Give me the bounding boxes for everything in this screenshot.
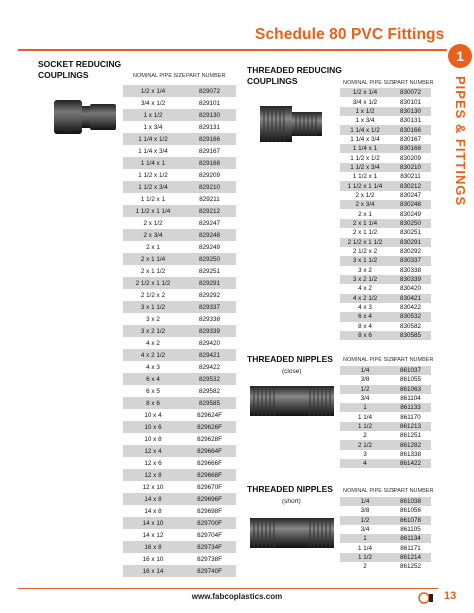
- table-row: [340, 238, 431, 247]
- nominal-size-cell: 1 1/2: [340, 422, 390, 431]
- part-number-cell: 830532: [390, 312, 431, 321]
- part-number-cell: 829338: [183, 313, 236, 325]
- part-number-cell: 830251: [390, 228, 431, 237]
- table-row: [123, 289, 236, 301]
- nominal-size-cell: 2 x 1 1/4: [123, 253, 183, 265]
- nominal-size-cell: 1 x 1/2: [123, 109, 183, 121]
- nominal-size-cell: 16 x 14: [123, 565, 183, 577]
- nominal-size-cell: 3: [340, 450, 390, 459]
- short-nipple-image: [246, 510, 338, 556]
- nominal-size-cell: 1 x 3/4: [123, 121, 183, 133]
- part-number-cell: 829251: [183, 265, 236, 277]
- threaded-reducing-title-line1: THREADED REDUCING: [247, 65, 342, 75]
- part-number-cell: 830210: [390, 163, 431, 172]
- part-number-cell: 829666F: [183, 457, 236, 469]
- nominal-size-cell: 2: [340, 562, 390, 571]
- nominal-size-cell: 12 x 4: [123, 445, 183, 457]
- nominal-size-cell: 2 x 3/4: [340, 200, 390, 209]
- nominal-size-cell: 14 x 8: [123, 493, 183, 505]
- part-number-cell: 830421: [390, 294, 431, 303]
- nipples-short-table: [340, 497, 431, 571]
- nominal-size-cell: 1 1/4: [340, 412, 390, 421]
- table-row: [340, 163, 431, 172]
- nominal-size-cell: 6 x 4: [340, 312, 390, 321]
- part-number-cell: 829532: [183, 373, 236, 385]
- part-number-cell: 829130: [183, 109, 236, 121]
- threaded-reducing-col-nominal: NOMINAL PIPE SIZE: [343, 80, 396, 86]
- nominal-size-cell: 1 1/4 x 1: [123, 157, 183, 169]
- nominal-size-cell: 1 1/4: [340, 543, 390, 552]
- nominal-size-cell: 1 1/2 x 3/4: [123, 181, 183, 193]
- nominal-size-cell: 1/2: [340, 516, 390, 525]
- nominal-size-cell: 1 1/2 x 1 1/4: [340, 181, 390, 190]
- part-number-cell: 829668F: [183, 469, 236, 481]
- table-row: [123, 157, 236, 169]
- socket-title: [38, 59, 121, 81]
- nominal-size-cell: 2 x 1 1/2: [123, 265, 183, 277]
- table-row: [123, 421, 236, 433]
- part-number-cell: 861078: [390, 516, 431, 525]
- table-row: [340, 219, 431, 228]
- part-number-cell: 830247: [390, 191, 431, 200]
- table-row: [340, 247, 431, 256]
- table-row: [123, 301, 236, 313]
- part-number-cell: 829585: [183, 397, 236, 409]
- part-number-cell: 830168: [390, 144, 431, 153]
- nipples-short-col-part: PART NUMBER: [394, 488, 434, 494]
- nominal-size-cell: 4 x 2: [123, 337, 183, 349]
- part-number-cell: 829101: [183, 97, 236, 109]
- table-row: [123, 265, 236, 277]
- table-row: [340, 303, 431, 312]
- table-row: [340, 459, 431, 468]
- table-row: [123, 181, 236, 193]
- table-row: [340, 431, 431, 440]
- part-number-cell: 861338: [390, 450, 431, 459]
- part-number-cell: 830338: [390, 266, 431, 275]
- part-number-cell: 861105: [390, 525, 431, 534]
- table-row: [340, 256, 431, 265]
- part-number-cell: 830101: [390, 97, 431, 106]
- table-row: [123, 445, 236, 457]
- table-row: [340, 266, 431, 275]
- table-row: [123, 193, 236, 205]
- table-row: [123, 229, 236, 241]
- part-number-cell: 829248: [183, 229, 236, 241]
- nominal-size-cell: 12 x 10: [123, 481, 183, 493]
- table-row: [123, 361, 236, 373]
- table-row: [340, 107, 431, 116]
- table-row: [123, 481, 236, 493]
- table-row: [123, 565, 236, 577]
- nominal-size-cell: 1 1/4 x 1/2: [123, 133, 183, 145]
- part-number-cell: 830291: [390, 238, 431, 247]
- nominal-size-cell: 1/4: [340, 497, 390, 506]
- nominal-size-cell: 2 x 1: [340, 209, 390, 218]
- nominal-size-cell: 6 x 5: [123, 385, 183, 397]
- part-number-cell: 861171: [390, 543, 431, 552]
- table-row: [340, 322, 431, 331]
- table-row: [123, 277, 236, 289]
- nominal-size-cell: 2 x 1/2: [340, 191, 390, 200]
- table-row: [123, 469, 236, 481]
- part-number-cell: 829211: [183, 193, 236, 205]
- table-row: [123, 145, 236, 157]
- threaded-reducing-title: [247, 65, 342, 87]
- nominal-size-cell: 1: [340, 534, 390, 543]
- table-row: [123, 97, 236, 109]
- nipples-short-col-nominal: NOMINAL PIPE SIZE: [343, 488, 396, 494]
- socket-table: [123, 85, 236, 577]
- nominal-size-cell: 16 x 10: [123, 553, 183, 565]
- part-number-cell: 830582: [390, 322, 431, 331]
- company-logo-icon: [418, 592, 434, 604]
- nominal-size-cell: 3/4 x 1/2: [123, 97, 183, 109]
- table-row: [123, 205, 236, 217]
- part-number-cell: 830337: [390, 256, 431, 265]
- table-row: [123, 169, 236, 181]
- nipples-short-title: THREADED NIPPLES: [247, 484, 333, 494]
- part-number-cell: 829422: [183, 361, 236, 373]
- table-row: [340, 284, 431, 293]
- nominal-size-cell: 3/4: [340, 525, 390, 534]
- part-number-cell: 829131: [183, 121, 236, 133]
- part-number-cell: 861104: [390, 394, 431, 403]
- table-row: [340, 312, 431, 321]
- table-row: [340, 375, 431, 384]
- nipples-short-caption: (short): [282, 498, 301, 505]
- part-number-cell: 829339: [183, 325, 236, 337]
- nominal-size-cell: 2 1/2 x 2: [123, 289, 183, 301]
- nominal-size-cell: 2 1/2 x 1 1/2: [123, 277, 183, 289]
- part-number-cell: 861063: [390, 385, 431, 394]
- table-row: [340, 385, 431, 394]
- table-row: [340, 440, 431, 449]
- section-tab-label: PIPES & FITTINGS: [453, 76, 468, 207]
- table-row: [340, 331, 431, 340]
- nominal-size-cell: 8 x 6: [123, 397, 183, 409]
- table-row: [340, 228, 431, 237]
- part-number-cell: 829209: [183, 169, 236, 181]
- nominal-size-cell: 1 1/4 x 3/4: [340, 135, 390, 144]
- table-row: [123, 253, 236, 265]
- nominal-size-cell: 1 1/2 x 1 1/4: [123, 205, 183, 217]
- nominal-size-cell: 3 x 2: [123, 313, 183, 325]
- table-row: [340, 153, 431, 162]
- nominal-size-cell: 10 x 4: [123, 409, 183, 421]
- part-number-cell: 829704F: [183, 529, 236, 541]
- nominal-size-cell: 2 1/2: [340, 440, 390, 449]
- nominal-size-cell: 14 x 12: [123, 529, 183, 541]
- part-number-cell: 829250: [183, 253, 236, 265]
- nominal-size-cell: 3/8: [340, 375, 390, 384]
- nominal-size-cell: 14 x 8: [123, 505, 183, 517]
- nominal-size-cell: 3/4: [340, 394, 390, 403]
- nominal-size-cell: 1 1/2 x 1: [340, 172, 390, 181]
- table-row: [340, 172, 431, 181]
- table-row: [340, 516, 431, 525]
- part-number-cell: 830339: [390, 275, 431, 284]
- part-number-cell: 829072: [183, 85, 236, 97]
- part-number-cell: 829738F: [183, 553, 236, 565]
- part-number-cell: 829670F: [183, 481, 236, 493]
- table-row: [123, 505, 236, 517]
- table-row: [123, 133, 236, 145]
- nominal-size-cell: 4 x 2 1/2: [123, 349, 183, 361]
- table-row: [340, 450, 431, 459]
- nominal-size-cell: 3 x 2: [340, 266, 390, 275]
- part-number-cell: 830167: [390, 135, 431, 144]
- nominal-size-cell: 1: [340, 403, 390, 412]
- table-row: [123, 109, 236, 121]
- part-number-cell: 829210: [183, 181, 236, 193]
- part-number-cell: 861214: [390, 553, 431, 562]
- nominal-size-cell: 3/4 x 1/2: [340, 97, 390, 106]
- nominal-size-cell: 1 x 3/4: [340, 116, 390, 125]
- nominal-size-cell: 10 x 6: [123, 421, 183, 433]
- part-number-cell: 861038: [390, 497, 431, 506]
- part-number-cell: 829700F: [183, 517, 236, 529]
- table-row: [340, 534, 431, 543]
- nominal-size-cell: 4 x 2: [340, 284, 390, 293]
- part-number-cell: 829167: [183, 145, 236, 157]
- part-number-cell: 830422: [390, 303, 431, 312]
- footer-rule: [18, 588, 438, 589]
- nominal-size-cell: 1 1/2 x 3/4: [340, 163, 390, 172]
- nominal-size-cell: 3 x 1 1/2: [123, 301, 183, 313]
- part-number-cell: 829337: [183, 301, 236, 313]
- part-number-cell: 829698F: [183, 505, 236, 517]
- part-number-cell: 830212: [390, 181, 431, 190]
- table-row: [123, 541, 236, 553]
- table-row: [123, 457, 236, 469]
- part-number-cell: 829624F: [183, 409, 236, 421]
- socket-coupling-image: [52, 96, 118, 138]
- header-rule: [18, 49, 453, 51]
- nipples-close-col-part: PART NUMBER: [394, 357, 434, 363]
- table-row: [340, 135, 431, 144]
- part-number-cell: 861170: [390, 412, 431, 421]
- table-row: [123, 433, 236, 445]
- part-number-cell: 830248: [390, 200, 431, 209]
- part-number-cell: 830250: [390, 219, 431, 228]
- table-row: [340, 191, 431, 200]
- nominal-size-cell: 2 x 3/4: [123, 229, 183, 241]
- part-number-cell: 829421: [183, 349, 236, 361]
- nominal-size-cell: 2 x 1: [123, 241, 183, 253]
- nominal-size-cell: 14 x 10: [123, 517, 183, 529]
- table-row: [340, 366, 431, 375]
- nominal-size-cell: 4 x 2 1/2: [340, 294, 390, 303]
- table-row: [123, 313, 236, 325]
- nipples-close-col-nominal: NOMINAL PIPE SIZE: [343, 357, 396, 363]
- part-number-cell: 830420: [390, 284, 431, 293]
- page-title: Schedule 80 PVC Fittings: [255, 26, 445, 43]
- part-number-cell: 829168: [183, 157, 236, 169]
- table-row: [123, 373, 236, 385]
- table-row: [340, 403, 431, 412]
- table-row: [340, 506, 431, 515]
- nominal-size-cell: 1/4: [340, 366, 390, 375]
- nipples-close-title: THREADED NIPPLES: [247, 354, 333, 364]
- table-row: [340, 497, 431, 506]
- nominal-size-cell: 3/8: [340, 506, 390, 515]
- table-row: [123, 85, 236, 97]
- table-row: [123, 349, 236, 361]
- table-row: [123, 217, 236, 229]
- table-row: [340, 116, 431, 125]
- part-number-cell: 829291: [183, 277, 236, 289]
- socket-col-nominal: NOMINAL PIPE SIZE: [133, 73, 186, 79]
- part-number-cell: 861251: [390, 431, 431, 440]
- section-tab-label-wrap: [449, 76, 471, 207]
- nominal-size-cell: 1 1/2 x 1/2: [123, 169, 183, 181]
- part-number-cell: 829249: [183, 241, 236, 253]
- table-row: [123, 397, 236, 409]
- part-number-cell: 830249: [390, 209, 431, 218]
- table-row: [340, 294, 431, 303]
- threaded-coupling-image: [258, 104, 326, 144]
- part-number-cell: 830209: [390, 153, 431, 162]
- table-row: [123, 409, 236, 421]
- part-number-cell: 861134: [390, 534, 431, 543]
- nominal-size-cell: 1 1/2: [340, 553, 390, 562]
- threaded-reducing-col-part: PART NUMBER: [394, 80, 434, 86]
- part-number-cell: 829740F: [183, 565, 236, 577]
- part-number-cell: 830130: [390, 107, 431, 116]
- part-number-cell: 830166: [390, 125, 431, 134]
- nominal-size-cell: 2 1/2 x 1 1/2: [340, 238, 390, 247]
- nominal-size-cell: 6 x 4: [123, 373, 183, 385]
- nominal-size-cell: 4 x 3: [123, 361, 183, 373]
- nominal-size-cell: 8 x 6: [340, 331, 390, 340]
- part-number-cell: 861213: [390, 422, 431, 431]
- nominal-size-cell: 4: [340, 459, 390, 468]
- nominal-size-cell: 12 x 6: [123, 457, 183, 469]
- nominal-size-cell: 16 x 8: [123, 541, 183, 553]
- table-row: [123, 529, 236, 541]
- table-row: [123, 385, 236, 397]
- part-number-cell: 829696F: [183, 493, 236, 505]
- nominal-size-cell: 3 x 2 1/2: [340, 275, 390, 284]
- nominal-size-cell: 3 x 1 1/2: [340, 256, 390, 265]
- nominal-size-cell: 12 x 8: [123, 469, 183, 481]
- part-number-cell: 861056: [390, 506, 431, 515]
- nominal-size-cell: 1 1/4 x 1: [340, 144, 390, 153]
- nominal-size-cell: 8 x 4: [340, 322, 390, 331]
- table-row: [340, 543, 431, 552]
- socket-title-line1: SOCKET REDUCING: [38, 59, 122, 69]
- table-row: [340, 125, 431, 134]
- nominal-size-cell: 2: [340, 431, 390, 440]
- table-row: [123, 121, 236, 133]
- nominal-size-cell: 1 1/2 x 1: [123, 193, 183, 205]
- part-number-cell: 861252: [390, 562, 431, 571]
- part-number-cell: 829212: [183, 205, 236, 217]
- nominal-size-cell: 1 1/4 x 1/2: [340, 125, 390, 134]
- nominal-size-cell: 2 x 1 1/4: [340, 219, 390, 228]
- nominal-size-cell: 2 1/2 x 2: [340, 247, 390, 256]
- table-row: [340, 553, 431, 562]
- table-row: [123, 337, 236, 349]
- nominal-size-cell: 4 x 3: [340, 303, 390, 312]
- nominal-size-cell: 1 1/4 x 3/4: [123, 145, 183, 157]
- table-row: [340, 275, 431, 284]
- socket-title-line2: COUPLINGS: [38, 70, 89, 80]
- part-number-cell: 829582: [183, 385, 236, 397]
- nominal-size-cell: 10 x 8: [123, 433, 183, 445]
- table-row: [123, 325, 236, 337]
- table-row: [340, 525, 431, 534]
- nominal-size-cell: 1/2 x 1/4: [340, 88, 390, 97]
- table-row: [123, 553, 236, 565]
- table-row: [340, 200, 431, 209]
- part-number-cell: 829664F: [183, 445, 236, 457]
- table-row: [340, 422, 431, 431]
- table-row: [340, 88, 431, 97]
- close-nipple-image: [246, 378, 338, 424]
- part-number-cell: 830211: [390, 172, 431, 181]
- part-number-cell: 861282: [390, 440, 431, 449]
- nipples-close-caption: (close): [282, 368, 302, 375]
- threaded-reducing-title-line2: COUPLINGS: [247, 76, 298, 86]
- table-row: [340, 209, 431, 218]
- table-row: [340, 144, 431, 153]
- socket-col-part: PART NUMBER: [186, 73, 226, 79]
- nominal-size-cell: 1 x 1/2: [340, 107, 390, 116]
- footer-url[interactable]: www.fabcoplastics.com: [191, 592, 283, 601]
- part-number-cell: 829166: [183, 133, 236, 145]
- table-row: [340, 412, 431, 421]
- part-number-cell: 829247: [183, 217, 236, 229]
- part-number-cell: 861055: [390, 375, 431, 384]
- section-tab-number: 1: [448, 44, 472, 68]
- part-number-cell: 861133: [390, 403, 431, 412]
- nominal-size-cell: 1 1/2 x 1/2: [340, 153, 390, 162]
- part-number-cell: 861037: [390, 366, 431, 375]
- part-number-cell: 830292: [390, 247, 431, 256]
- table-row: [340, 97, 431, 106]
- nominal-size-cell: 2 x 1/2: [123, 217, 183, 229]
- part-number-cell: 830585: [390, 331, 431, 340]
- table-row: [123, 241, 236, 253]
- nominal-size-cell: 3 x 2 1/2: [123, 325, 183, 337]
- nominal-size-cell: 1/2 x 1/4: [123, 85, 183, 97]
- part-number-cell: 830072: [390, 88, 431, 97]
- part-number-cell: 829626F: [183, 421, 236, 433]
- table-row: [340, 562, 431, 571]
- part-number-cell: 829628F: [183, 433, 236, 445]
- part-number-cell: 830131: [390, 116, 431, 125]
- part-number-cell: 829292: [183, 289, 236, 301]
- table-row: [123, 517, 236, 529]
- table-row: [123, 493, 236, 505]
- nominal-size-cell: 1/2: [340, 385, 390, 394]
- page-number: 13: [444, 590, 457, 602]
- part-number-cell: 861422: [390, 459, 431, 468]
- part-number-cell: 829734F: [183, 541, 236, 553]
- nominal-size-cell: 2 x 1 1/2: [340, 228, 390, 237]
- table-row: [340, 181, 431, 190]
- table-row: [340, 394, 431, 403]
- nipples-close-table: [340, 366, 431, 468]
- threaded-reducing-table: [340, 88, 431, 340]
- part-number-cell: 829420: [183, 337, 236, 349]
